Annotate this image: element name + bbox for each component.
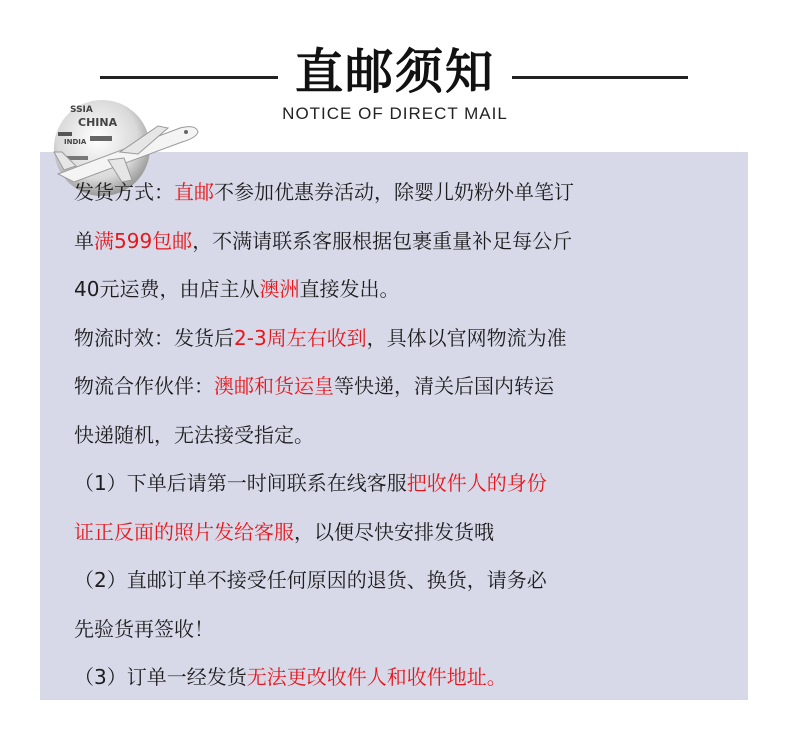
- body-text: ，具体以官网物流为准: [366, 325, 567, 350]
- globe-word: CHINA: [78, 116, 118, 129]
- highlight-text: 证正反面的照片发给客服: [74, 519, 294, 544]
- body-text: 先验货再签收！: [74, 616, 214, 641]
- notice-line: [74, 314, 684, 363]
- notice-line: [74, 362, 684, 411]
- notice-line: [74, 556, 684, 605]
- page-subtitle: NOTICE OF DIRECT MAIL: [282, 104, 508, 123]
- highlight-text: 无法更改收件人和收件地址。: [246, 665, 507, 689]
- body-text: 物流时效：发货后: [74, 325, 234, 350]
- notice-line: [74, 411, 684, 460]
- body-text: 不参加优惠券活动，除婴儿奶粉外单笔订: [214, 180, 574, 204]
- globe-word: SSIA: [70, 105, 93, 115]
- highlight-text: 直邮: [174, 180, 214, 204]
- body-text: 直接发出。: [299, 277, 400, 301]
- body-text: 物流合作伙伴：: [74, 374, 214, 398]
- body-text: 单: [74, 228, 94, 253]
- body-text: ，以便尽快安排发货哦: [294, 519, 494, 544]
- notice-line: [74, 265, 684, 314]
- notice-line: [74, 508, 684, 557]
- page-title: 直邮须知: [294, 44, 495, 100]
- highlight-text: 澳洲: [259, 277, 300, 301]
- body-text: 40元运费，由店主从: [74, 277, 260, 301]
- notice-line: [74, 459, 684, 508]
- notice-line: [74, 653, 684, 702]
- notice-line: [74, 605, 684, 654]
- body-text: （2）直邮订单不接受任何原因的退货、换货，请务必: [74, 568, 547, 592]
- body-text: ，不满请联系客服根据包裹重量补足每公斤: [192, 228, 573, 253]
- globe-word: INDIA: [64, 138, 87, 146]
- body-text: 快递随机，无法接受指定。: [74, 422, 314, 447]
- notice-line: [74, 217, 684, 266]
- highlight-text: 满599包邮: [94, 228, 193, 253]
- notice-line: [74, 168, 684, 217]
- body-text: （1）下单后请第一时间联系在线客服: [74, 471, 407, 495]
- notice-text: [74, 168, 684, 702]
- body-text: 等快递，清关后国内转运: [334, 374, 554, 398]
- highlight-text: 澳邮和货运皇: [214, 374, 334, 398]
- body-text: 发货方式：: [74, 180, 174, 204]
- body-text: （3）订单一经发货: [74, 665, 247, 689]
- highlight-text: 把收件人的身份: [406, 471, 547, 495]
- highlight-text: 2-3周左右收到: [234, 325, 367, 350]
